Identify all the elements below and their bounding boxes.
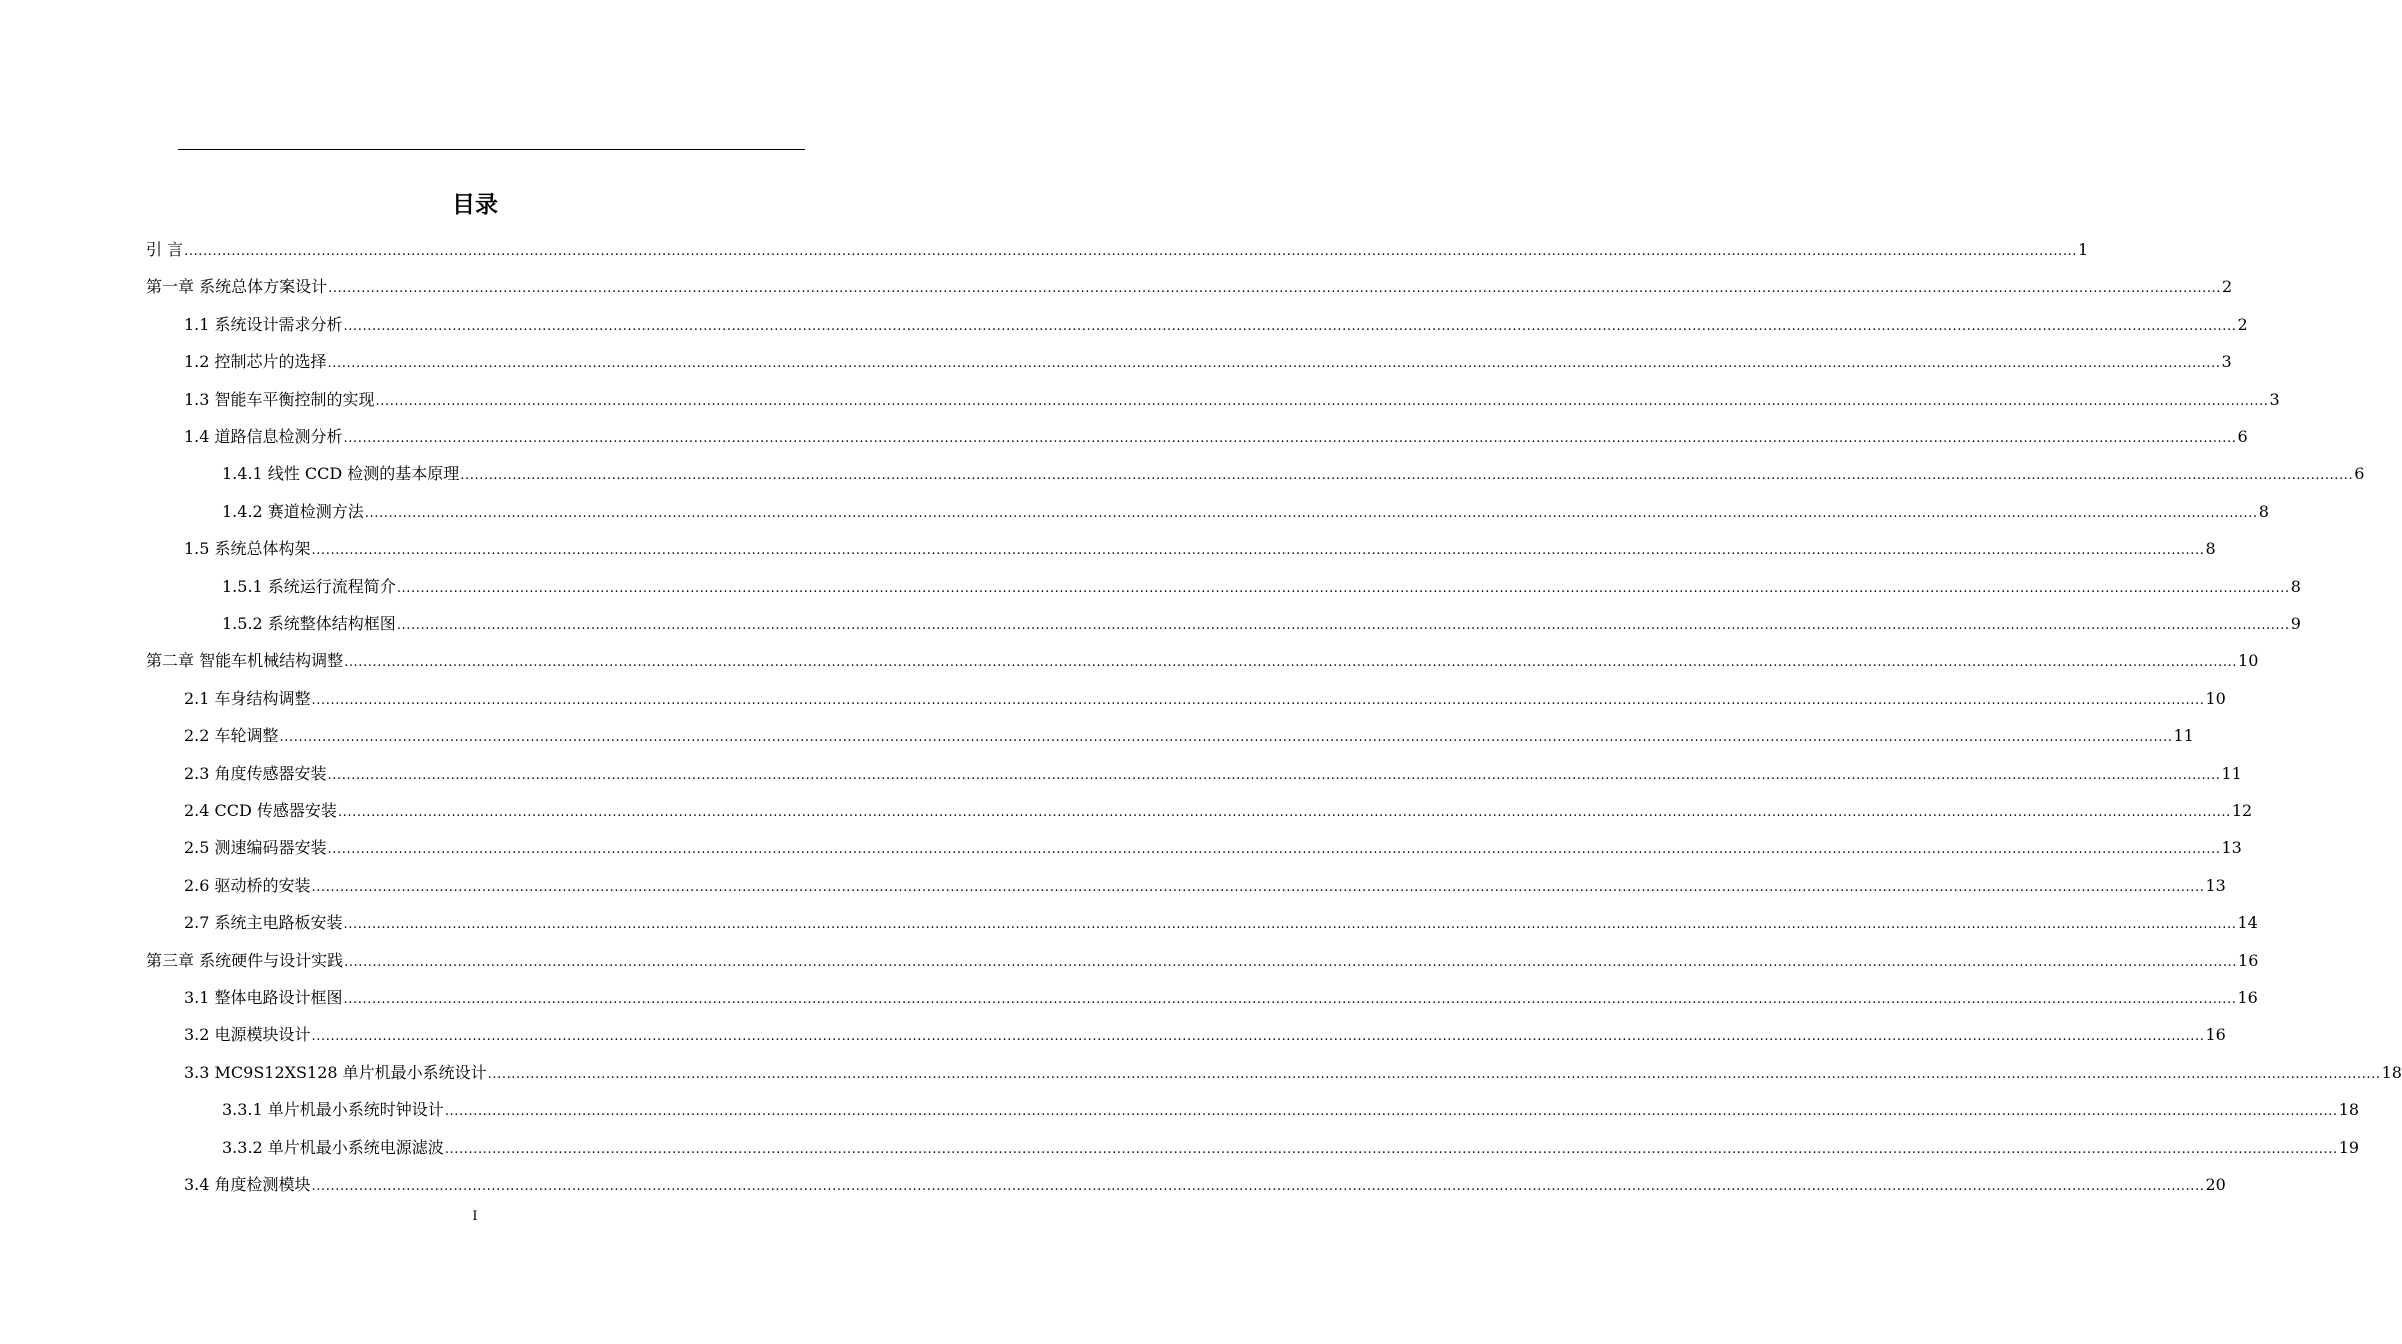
toc-entry-page: 13 [2221,838,2242,858]
toc-leader-dots: ................................................................................................................................................................................................................................................................................................................................................................................................................ [396,580,2290,596]
toc-entry-page: 9 [2290,614,2301,633]
toc-leader-dots: ................................................................................................................................................................................................................................................................................................................................................................................................................ [311,1179,2205,1194]
toc-leader-dots: ................................................................................................................................................................................................................................................................................................................................................................................................................ [328,281,2222,297]
toc-entry-page: 6 [2354,464,2365,484]
toc-leader-dots: ................................................................................................................................................................................................................................................................................................................................................................................................................ [343,318,2237,334]
toc-entry-page: 11 [2221,763,2242,783]
toc-leader-dots: ................................................................................................................................................................................................................................................................................................................................................................................................................ [343,992,2237,1007]
toc-leader-dots: ................................................................................................................................................................................................................................................................................................................................................................................................................ [337,805,2231,820]
toc-entry-title: 1.1 系统设计需求分析 [184,314,343,334]
toc-entry-page: 3 [2269,389,2280,409]
toc-entry[interactable] [184,985,2258,1011]
toc-entry-title: 3.3.2 单片机最小系统电源滤波 [222,1137,444,1157]
toc-entry-page: 2 [2237,314,2248,334]
toc-entry-title: 3.1 整体电路设计框图 [184,988,343,1007]
toc-entry-title: 1.2 控制芯片的选择 [184,352,327,372]
toc-leader-dots: ................................................................................................................................................................................................................................................................................................................................................................................................................ [364,505,2258,521]
footer-page-number: I [472,1209,478,1224]
toc-entry-page: 10 [2238,651,2259,671]
toc-entry-page: 19 [2338,1137,2360,1157]
toc-leader-dots: ................................................................................................................................................................................................................................................................................................................................................................................................................ [375,393,2269,409]
toc-entry-page: 6 [2237,427,2248,446]
toc-leader-dots: ................................................................................................................................................................................................................................................................................................................................................................................................................ [344,655,2238,671]
toc-entry[interactable] [184,686,2226,712]
toc-leader-dots: ................................................................................................................................................................................................................................................................................................................................................................................................................ [444,1104,2338,1120]
toc-leader-dots: ................................................................................................................................................................................................................................................................................................................................................................................................................ [184,244,2078,259]
toc-entry-page: 1 [2078,240,2089,259]
toc-entry-title: 1.4.1 线性 CCD 检测的基本原理 [222,464,460,484]
toc-entry[interactable] [184,835,2242,861]
toc-entry[interactable] [222,499,2269,525]
toc-entry[interactable] [222,1135,2360,1161]
toc-leader-dots: ................................................................................................................................................................................................................................................................................................................................................................................................................ [487,1066,2381,1082]
toc-entry-title: 2.2 车轮调整 [184,726,279,746]
toc-leader-dots: ................................................................................................................................................................................................................................................................................................................................................................................................................ [279,730,2173,746]
toc-entry[interactable] [184,312,2248,338]
toc-entry-title: 1.5.2 系统整体结构框图 [222,614,396,633]
toc-entry-title: 3.4 角度检测模块 [184,1175,311,1194]
toc-entry-page: 18 [2381,1062,2402,1082]
toc-entry[interactable] [184,1022,2226,1048]
toc-entry[interactable] [184,387,2280,413]
toc-entry-title: 2.6 驱动桥的安装 [184,875,311,895]
toc-entry-page: 8 [2290,576,2301,596]
toc-entry[interactable] [184,1060,2402,1086]
toc-entry-title: 3.2 电源模块设计 [184,1025,311,1045]
toc-leader-dots: ................................................................................................................................................................................................................................................................................................................................................................................................................ [444,1141,2338,1157]
toc-entry-title: 1.5.1 系统运行流程简介 [222,576,396,596]
toc-leader-dots: ................................................................................................................................................................................................................................................................................................................................................................................................................ [311,879,2205,895]
toc-entry-title: 2.5 测速编码器安装 [184,838,327,858]
toc-entry[interactable] [184,910,2258,936]
toc-entry[interactable] [146,948,2259,974]
toc-entry-page: 13 [2205,875,2226,895]
toc-entry-title: 2.3 角度传感器安装 [184,763,327,783]
toc-leader-dots: ................................................................................................................................................................................................................................................................................................................................................................................................................ [327,842,2221,858]
toc-leader-dots: ................................................................................................................................................................................................................................................................................................................................................................................................................ [460,468,2354,484]
toc-leader-dots: ................................................................................................................................................................................................................................................................................................................................................................................................................ [327,767,2221,783]
toc-entry[interactable] [146,274,2233,300]
toc-entry[interactable] [222,1097,2360,1123]
toc-leader-dots: ................................................................................................................................................................................................................................................................................................................................................................................................................ [311,692,2205,708]
page-title: 目录 [452,192,498,218]
toc-entry-page: 16 [2238,950,2259,970]
toc-leader-dots: ................................................................................................................................................................................................................................................................................................................................................................................................................ [327,356,2221,372]
toc-entry[interactable] [146,237,2089,263]
toc-entry-page: 18 [2338,1100,2360,1120]
header-rule [178,149,805,150]
toc-entry-page: 20 [2205,1175,2226,1194]
toc-entry-page: 8 [2258,501,2269,521]
toc-entry-page: 8 [2205,539,2216,559]
toc-entry-page: 12 [2231,801,2253,820]
toc-entry-title: 3.3.1 单片机最小系统时钟设计 [222,1100,444,1120]
toc-leader-dots: ................................................................................................................................................................................................................................................................................................................................................................................................................ [344,954,2238,970]
toc-entry-title: 1.4.2 赛道检测方法 [222,501,364,521]
toc-entry[interactable] [184,536,2216,562]
toc-entry-title: 2.1 车身结构调整 [184,688,311,708]
toc-entry-title: 1.5 系统总体构架 [184,539,311,559]
toc-entry-page: 16 [2205,1025,2226,1045]
toc-entry[interactable] [146,648,2259,674]
toc-entry-title: 1.3 智能车平衡控制的实现 [184,389,375,409]
toc-leader-dots: ................................................................................................................................................................................................................................................................................................................................................................................................................ [311,1029,2205,1045]
toc-entry-title: 2.4 CCD 传感器安装 [184,801,337,820]
toc-leader-dots: ................................................................................................................................................................................................................................................................................................................................................................................................................ [343,431,2237,446]
toc-entry-title: 引 言 [146,240,184,259]
toc-entry-page: 11 [2173,726,2194,746]
toc-entry[interactable] [222,461,2365,487]
toc-entry-page: 16 [2237,988,2258,1007]
toc-entry-title: 第一章 系统总体方案设计 [146,277,328,297]
toc-entry[interactable] [184,1172,2226,1198]
toc-entry-page: 2 [2222,277,2233,297]
toc-leader-dots: ................................................................................................................................................................................................................................................................................................................................................................................................................ [343,917,2237,933]
toc-entry-page: 3 [2221,352,2232,372]
toc-entry[interactable] [184,723,2194,749]
toc-entry-page: 14 [2237,913,2258,933]
toc-entry[interactable] [184,761,2242,787]
toc-entry-title: 1.4 道路信息检测分析 [184,427,343,446]
toc-entry-title: 第二章 智能车机械结构调整 [146,651,344,671]
toc-entry-page: 10 [2205,688,2226,708]
toc-entry[interactable] [184,424,2248,450]
toc-entry[interactable] [184,798,2253,824]
toc-entry[interactable] [222,574,2301,600]
toc-entry-title: 第三章 系统硬件与设计实践 [146,950,344,970]
toc-entry[interactable] [222,611,2301,637]
toc-entry-title: 3.3 MC9S12XS128 单片机最小系统设计 [184,1062,487,1082]
toc-entry[interactable] [184,349,2232,375]
toc-entry-title: 2.7 系统主电路板安装 [184,913,343,933]
toc-leader-dots: ................................................................................................................................................................................................................................................................................................................................................................................................................ [396,618,2290,633]
toc-leader-dots: ................................................................................................................................................................................................................................................................................................................................................................................................................ [311,543,2205,559]
toc-entry[interactable] [184,873,2226,899]
